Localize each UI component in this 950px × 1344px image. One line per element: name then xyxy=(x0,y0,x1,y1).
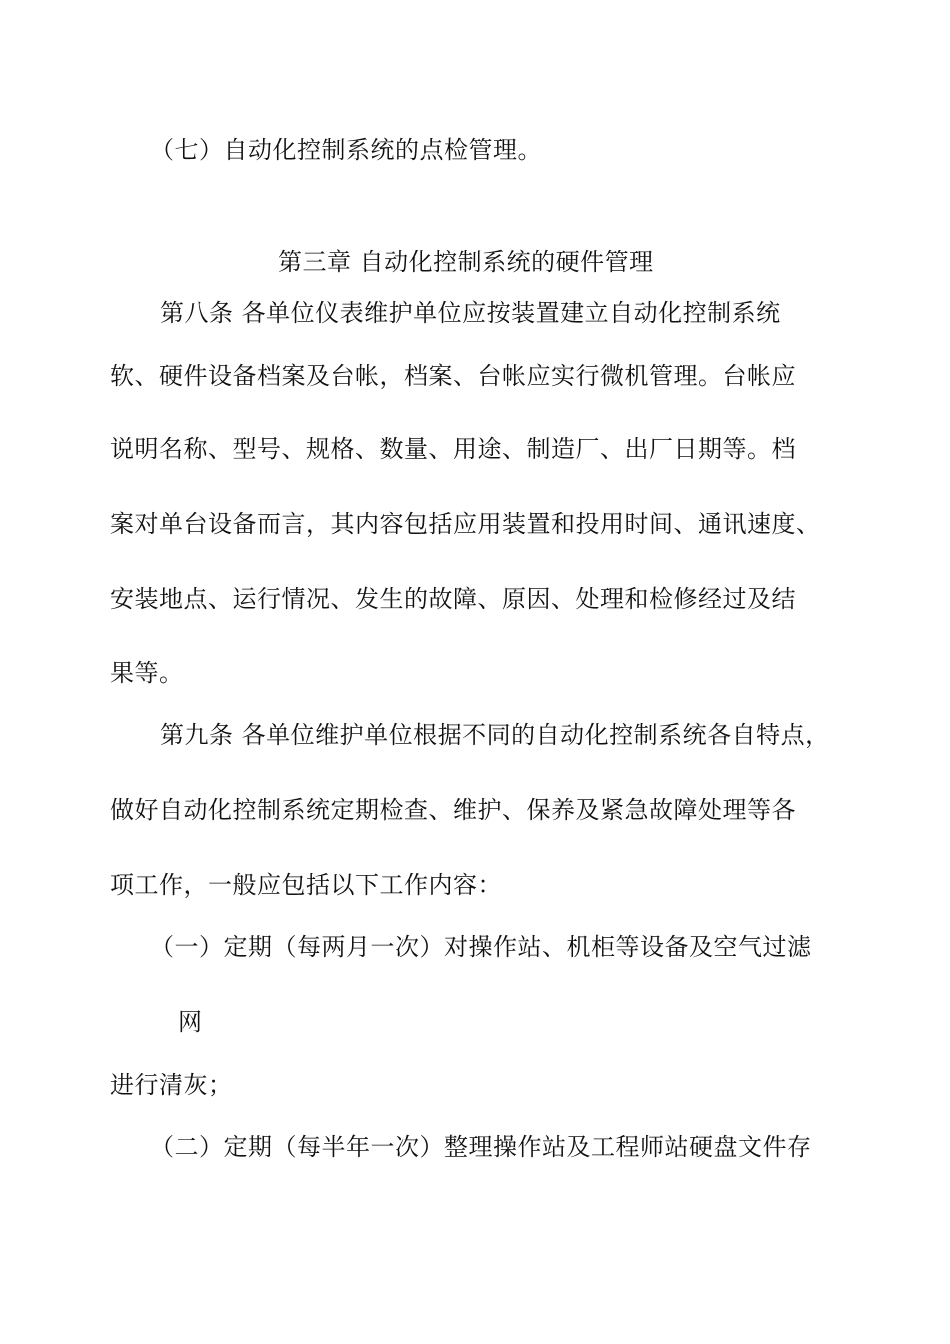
article-8-line-2: 软、硬件设备档案及台帐，档案、台帐应实行微机管理。台帐应 xyxy=(110,362,796,390)
item-1-line-2: 网 xyxy=(178,1008,203,1036)
article-9-line-3: 项工作，一般应包括以下工作内容： xyxy=(110,871,502,899)
item-1-line-3: 进行清灰； xyxy=(110,1071,233,1099)
item-1-line-1: （一）定期（每两月一次）对操作站、机柜等设备及空气过滤 xyxy=(150,933,812,961)
article-8-line-1: 第八条 各单位仪表维护单位应按装置建立自动化控制系统 xyxy=(160,299,781,327)
item-2-line-1: （二）定期（每半年一次）整理操作站及工程师站硬盘文件存 xyxy=(150,1133,812,1161)
article-9-line-2: 做好自动化控制系统定期检查、维护、保养及紧急故障处理等各 xyxy=(110,796,796,824)
item-7-text: （七）自动化控制系统的点检管理。 xyxy=(150,136,542,164)
article-8-line-6: 果等。 xyxy=(110,659,184,687)
article-8-line-3: 说明名称、型号、规格、数量、用途、制造厂、出厂日期等。档 xyxy=(110,435,796,463)
article-8-line-5: 安装地点、运行情况、发生的故障、原因、处理和检修经过及结 xyxy=(110,585,796,613)
article-8-line-4: 案对单台设备而言，其内容包括应用装置和投用时间、通讯速度、 xyxy=(110,510,821,538)
chapter-title: 第三章 自动化控制系统的硬件管理 xyxy=(278,248,654,276)
article-9-line-1: 第九条 各单位维护单位根据不同的自动化控制系统各自特点， xyxy=(160,721,830,749)
